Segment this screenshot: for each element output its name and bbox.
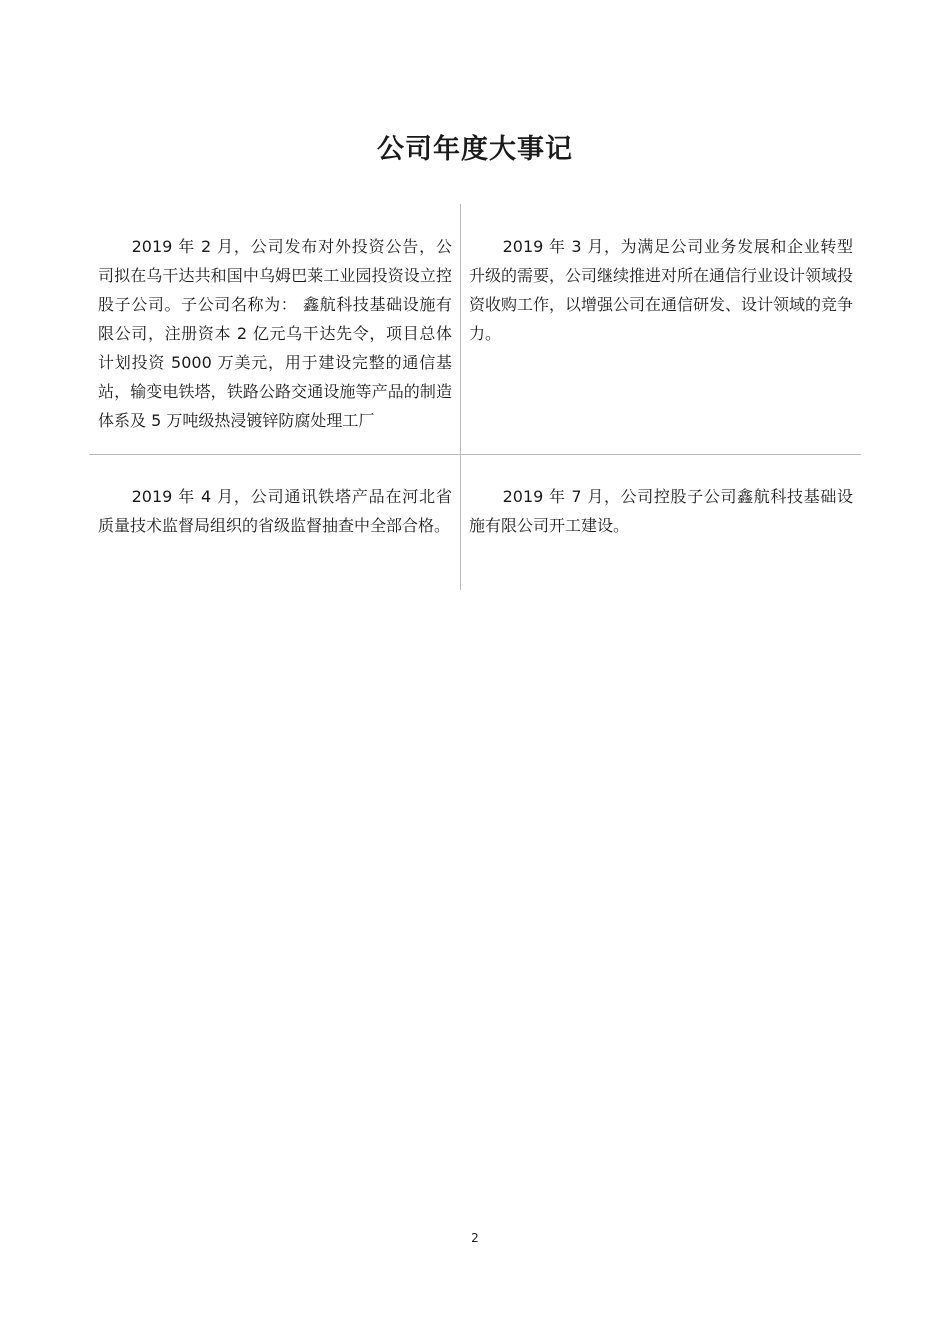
event-cell-apr: 2019 年 4 月，公司通讯铁塔产品在河北省质量技术监督局组织的省级监督抽查中全部合格。 xyxy=(98,487,452,535)
events-table xyxy=(89,204,861,590)
row-divider xyxy=(89,454,861,455)
event-cell-jul: 2019 年 7 月，公司控股子公司鑫航科技基础设施有限公司开工建设。 xyxy=(469,487,853,535)
column-divider xyxy=(460,204,461,590)
event-cell-feb: 2019 年 2 月，公司发布对外投资公告，公司拟在乌干达共和国中乌姆巴莱工业园投资设立控股子公司。子公司名称为： 鑫航科技基础设施有限公司，注册资本 2 亿元乌干达先令，项目总体计划投资 5000 万美元，用于建设完整的通信基站，输变电铁塔，铁路公路交通设施等产品的制造体系及 5 万吨级热浸镀锌防腐处理工厂 xyxy=(98,237,452,430)
event-cell-mar: 2019 年 3 月，为满足公司业务发展和企业转型升级的需要，公司继续推进对所在通信行业设计领域投资收购工作，以增强公司在通信研发、设计领域的竞争力。 xyxy=(469,237,854,343)
page-number: 2 xyxy=(471,1231,479,1245)
page-title: 公司年度大事记 xyxy=(377,134,573,165)
